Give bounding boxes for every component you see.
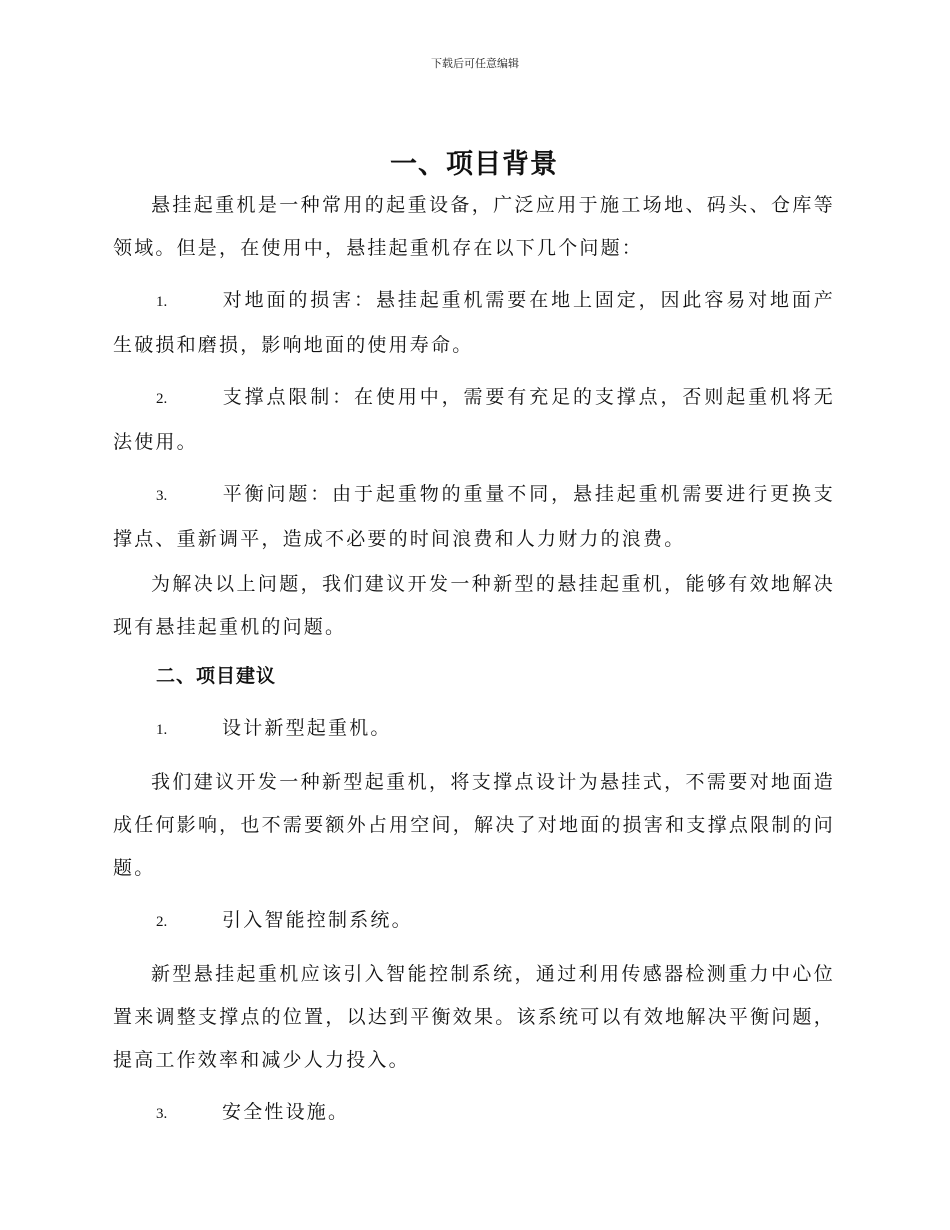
- page-title: 一、项目背景: [390, 149, 558, 180]
- problem-item-3: [113, 473, 835, 561]
- problem-text: 平衡问题：由于起重物的重量不同，悬挂起重机需要进行更换支撑点、重新调平，造成不必要的时间浪费和人力财力的浪费。: [113, 483, 835, 550]
- suggestion-title-3: [113, 1091, 835, 1136]
- suggestion-body-2: 新型悬挂起重机应该引入智能控制系统，通过利用传感器检测重力中心位置来调整支撑点的位置，以达到平衡效果。该系统可以有效地解决平衡问题，提高工作效率和减少人力投入。: [113, 963, 835, 1071]
- problem-text: 支撑点限制：在使用中，需要有充足的支撑点，否则起重机将无法使用。: [113, 386, 835, 453]
- suggestion-title: 引入智能控制系统。: [222, 909, 413, 931]
- header-note: 下载后可任意编辑: [431, 57, 519, 70]
- suggestion-number: 3.: [156, 1106, 168, 1122]
- suggestion-title: 设计新型起重机。: [222, 717, 392, 739]
- suggestion-title-1: [113, 707, 835, 752]
- section-heading: 二、项目建议: [156, 665, 277, 687]
- problem-text: 对地面的损害：悬挂起重机需要在地上固定，因此容易对地面产生破损和磨损，影响地面的使用寿命。: [113, 289, 835, 356]
- background-intro: 悬挂起重机是一种常用的起重设备，广泛应用于施工场地、码头、仓库等领域。但是，在使用中，悬挂起重机存在以下几个问题：: [113, 194, 835, 259]
- background-conclusion: 为解决以上问题，我们建议开发一种新型的悬挂起重机，能够有效地解决现有悬挂起重机的问题。: [113, 573, 835, 638]
- problem-item-1: [113, 279, 835, 367]
- problem-item-2: [113, 376, 835, 464]
- suggestion-title: 安全性设施。: [222, 1101, 350, 1123]
- problem-number: 2.: [156, 391, 168, 407]
- problem-number: 3.: [156, 488, 168, 504]
- suggestion-body-1: 我们建议开发一种新型起重机，将支撑点设计为悬挂式，不需要对地面造成任何影响，也不需要额外占用空间，解决了对地面的损害和支撑点限制的问题。: [113, 771, 835, 879]
- suggestion-number: 1.: [156, 722, 168, 738]
- suggestion-title-2: [113, 899, 835, 944]
- problem-number: 1.: [156, 294, 168, 310]
- suggestion-number: 2.: [156, 914, 168, 930]
- document-body: [113, 146, 835, 1136]
